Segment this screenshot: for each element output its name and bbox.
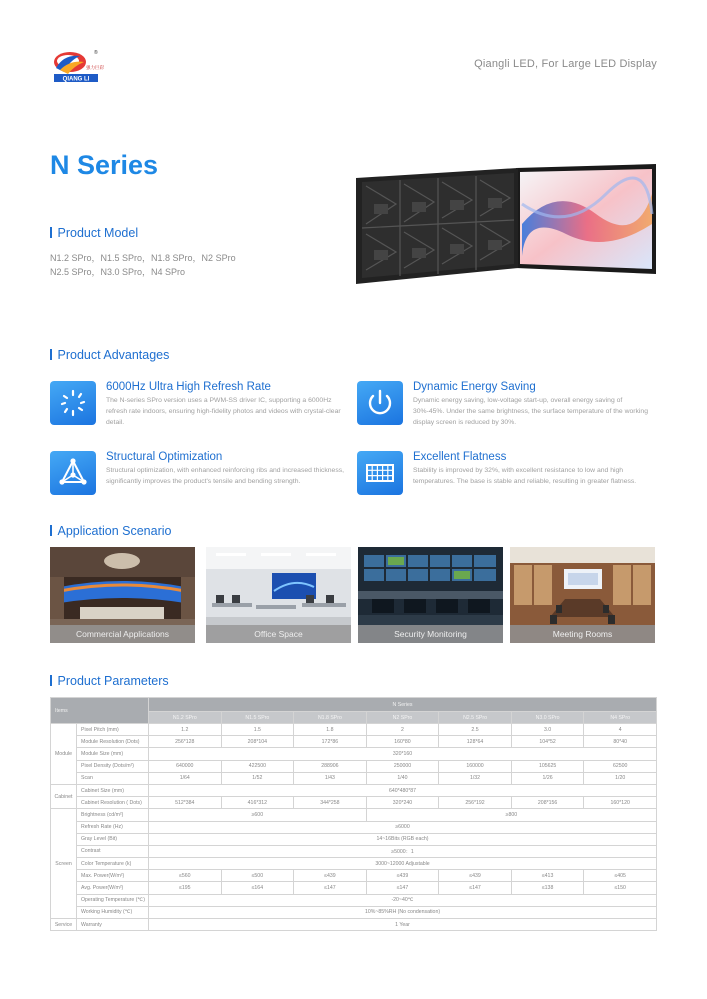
cell: ≤138 — [511, 882, 584, 894]
cell: 250000 — [366, 760, 439, 772]
advantage-desc: Dynamic energy saving, low-voltage start-up, overall energy saving of 30%-45%. Under the same brightness, the surface temperature of the working display screen is reduced by 30%. — [413, 397, 648, 426]
row-label: Gray Level (Bit) — [77, 833, 149, 845]
cell: 416*312 — [221, 797, 294, 809]
cell: ≤147 — [439, 882, 512, 894]
cell: ≥800 — [366, 809, 656, 821]
cell: 256*128 — [149, 736, 222, 748]
row-label: Contrast — [77, 845, 149, 857]
cell: 1/43 — [294, 772, 367, 784]
structure-icon — [50, 451, 96, 495]
row-label: Cabinet Size (mm) — [77, 784, 149, 796]
cell: 256*192 — [439, 797, 512, 809]
cell: 1.2 — [149, 724, 222, 736]
advantage-energy-saving — [357, 381, 647, 433]
advantage-desc: The N-series SPro version uses a PWM-SS driver IC, supporting a 6000Hz refresh rate indoors, ensuring high-fidelity photos and videos with crystal-clear detail. — [106, 397, 341, 426]
cell: 62500 — [584, 760, 657, 772]
row-label: Refresh Rate (Hz) — [77, 821, 149, 833]
model-header: N4 SPro — [584, 712, 657, 724]
cell: 640*480*87 — [149, 784, 657, 796]
svg-text:强力巨彩: 强力巨彩 — [86, 65, 104, 70]
cell: 80*40 — [584, 736, 657, 748]
cell: 1/20 — [584, 772, 657, 784]
page-title: N Series — [50, 150, 159, 180]
cell: ≤439 — [294, 870, 367, 882]
cell: 512*384 — [149, 797, 222, 809]
cell: ≤164 — [221, 882, 294, 894]
cell: 320*160 — [149, 748, 657, 760]
section-product-model: Product Model — [50, 226, 138, 240]
cell: 640000 — [149, 760, 222, 772]
cell: 1.8 — [294, 724, 367, 736]
cell: 4 — [584, 724, 657, 736]
refresh-rate-icon — [50, 381, 96, 425]
table-row — [51, 748, 657, 760]
model-header: N1.5 SPro — [221, 712, 294, 724]
series-header: N Series — [149, 698, 657, 712]
svg-text:®: ® — [94, 50, 98, 56]
advantage-title: Dynamic Energy Saving — [413, 381, 536, 393]
row-label: Working Humidity (℃) — [77, 906, 149, 918]
cell: 105625 — [511, 760, 584, 772]
table-row — [51, 906, 657, 918]
table-row — [51, 882, 657, 894]
cell: 1/40 — [366, 772, 439, 784]
cell: 288906 — [294, 760, 367, 772]
cell: 3000~12000 Adjustable — [149, 858, 657, 870]
grid-icon — [357, 451, 403, 495]
cell: 208*156 — [511, 797, 584, 809]
cell: 104*52 — [511, 736, 584, 748]
cell: 1.5 — [221, 724, 294, 736]
row-label: Scan — [77, 772, 149, 784]
table-row — [51, 894, 657, 906]
section-product-parameters: Product Parameters — [50, 674, 169, 688]
section-product-advantages: Product Advantages — [50, 348, 169, 362]
table-row — [51, 821, 657, 833]
cell: 344*258 — [294, 797, 367, 809]
cell: ≤150 — [584, 882, 657, 894]
cell: ≥600 — [149, 809, 367, 821]
cell: 320*240 — [366, 797, 439, 809]
model-line: N2.5 SPro，N3.0 SPro，N4 SPro — [50, 267, 186, 277]
scenario-security — [358, 547, 503, 643]
cell: ≤195 — [149, 882, 222, 894]
cell: 160000 — [439, 760, 512, 772]
table-row — [51, 760, 657, 772]
cell: ≤405 — [584, 870, 657, 882]
table-row — [51, 772, 657, 784]
cell: ≤439 — [366, 870, 439, 882]
cell: 10%~85%RH (No condensation) — [149, 906, 657, 918]
cell: 172*86 — [294, 736, 367, 748]
cell: ≥5000：1 — [149, 845, 657, 857]
parameters-table — [50, 697, 657, 931]
advantage-desc: Structural optimization, with enhanced reinforcing ribs and increased thickness, significantly improves the product's tensile and bending strength. — [106, 467, 345, 485]
row-label: Avg. Power(W/m²) — [77, 882, 149, 894]
cell: 1 Year — [149, 919, 657, 931]
row-label: Color Temperature (k) — [77, 858, 149, 870]
cell: 208*104 — [221, 736, 294, 748]
row-label: Cabinet Resolution ( Dots) — [77, 797, 149, 809]
scenario-commercial — [50, 547, 195, 643]
group-label: Screen — [51, 809, 77, 919]
advantage-desc: Stability is improved by 32%, with excellent resistance to low and high temperatures. The base is stable and reliable, resulting in greater flatness. — [413, 467, 637, 485]
row-label: Module Size (mm) — [77, 748, 149, 760]
cell: ≤560 — [149, 870, 222, 882]
cell: ≤413 — [511, 870, 584, 882]
scenario-caption: Commercial Applications — [50, 625, 195, 643]
cell: 1/32 — [439, 772, 512, 784]
group-label: Service — [51, 919, 77, 931]
table-row — [51, 797, 657, 809]
row-label: Warranty — [77, 919, 149, 931]
table-row — [51, 845, 657, 857]
svg-text:QIANG LI: QIANG LI — [62, 76, 90, 83]
qiangli-logo — [50, 48, 102, 84]
cell: 160*80 — [366, 736, 439, 748]
model-header: N2 SPro — [366, 712, 439, 724]
cell: 1/64 — [149, 772, 222, 784]
cell: ≥6000 — [149, 821, 657, 833]
table-row — [51, 784, 657, 796]
table-row — [51, 858, 657, 870]
scenario-caption: Meeting Rooms — [510, 625, 655, 643]
product-hero-image — [356, 164, 658, 284]
cell: 2 — [366, 724, 439, 736]
row-label: Pixel Density (Dots/m²) — [77, 760, 149, 772]
cell: 1/52 — [221, 772, 294, 784]
advantage-title: Excellent Flatness — [413, 451, 507, 463]
cell: 3.0 — [511, 724, 584, 736]
cell: -20~40℃ — [149, 894, 657, 906]
advantage-flatness — [357, 451, 647, 503]
table-row — [51, 724, 657, 736]
advantage-structural — [50, 451, 345, 503]
items-header: Items — [51, 698, 149, 724]
cell: 2.5 — [439, 724, 512, 736]
cell: 160*120 — [584, 797, 657, 809]
group-label: Cabinet — [51, 784, 77, 808]
cell: 422500 — [221, 760, 294, 772]
section-application-scenario: Application Scenario — [50, 524, 171, 538]
cell: ≤147 — [366, 882, 439, 894]
model-header: N1.8 SPro — [294, 712, 367, 724]
cell: ≤500 — [221, 870, 294, 882]
model-list — [50, 251, 236, 279]
table-row — [51, 870, 657, 882]
scenario-caption: Office Space — [206, 625, 351, 643]
model-header: N1.2 SPro — [149, 712, 222, 724]
cell: ≤439 — [439, 870, 512, 882]
table-row — [51, 736, 657, 748]
cell: 1/26 — [511, 772, 584, 784]
row-label: Max. Power(W/m²) — [77, 870, 149, 882]
advantage-title: 6000Hz Ultra High Refresh Rate — [106, 381, 271, 393]
row-label: Module Resolution (Dots) — [77, 736, 149, 748]
table-row — [51, 833, 657, 845]
group-label: Module — [51, 724, 77, 785]
scenario-office — [206, 547, 351, 643]
advantage-refresh-rate — [50, 381, 340, 433]
cell: 128*64 — [439, 736, 512, 748]
cell: 14~16Bits (RGB each) — [149, 833, 657, 845]
table-row — [51, 919, 657, 931]
advantage-title: Structural Optimization — [106, 451, 223, 463]
cell: ≤147 — [294, 882, 367, 894]
model-line: N1.2 SPro，N1.5 SPro，N1.8 SPro，N2 SPro — [50, 253, 236, 263]
scenario-meeting — [510, 547, 655, 643]
row-label: Pixel Pitch (mm) — [77, 724, 149, 736]
scenario-caption: Security Monitoring — [358, 625, 503, 643]
row-label: Brightness (cd/m²) — [77, 809, 149, 821]
model-header: N2.5 SPro — [439, 712, 512, 724]
power-icon — [357, 381, 403, 425]
row-label: Operating Temperature (℃) — [77, 894, 149, 906]
tagline: Qiangli LED, For Large LED Display — [474, 58, 657, 70]
model-header: N3.0 SPro — [511, 712, 584, 724]
table-row — [51, 809, 657, 821]
